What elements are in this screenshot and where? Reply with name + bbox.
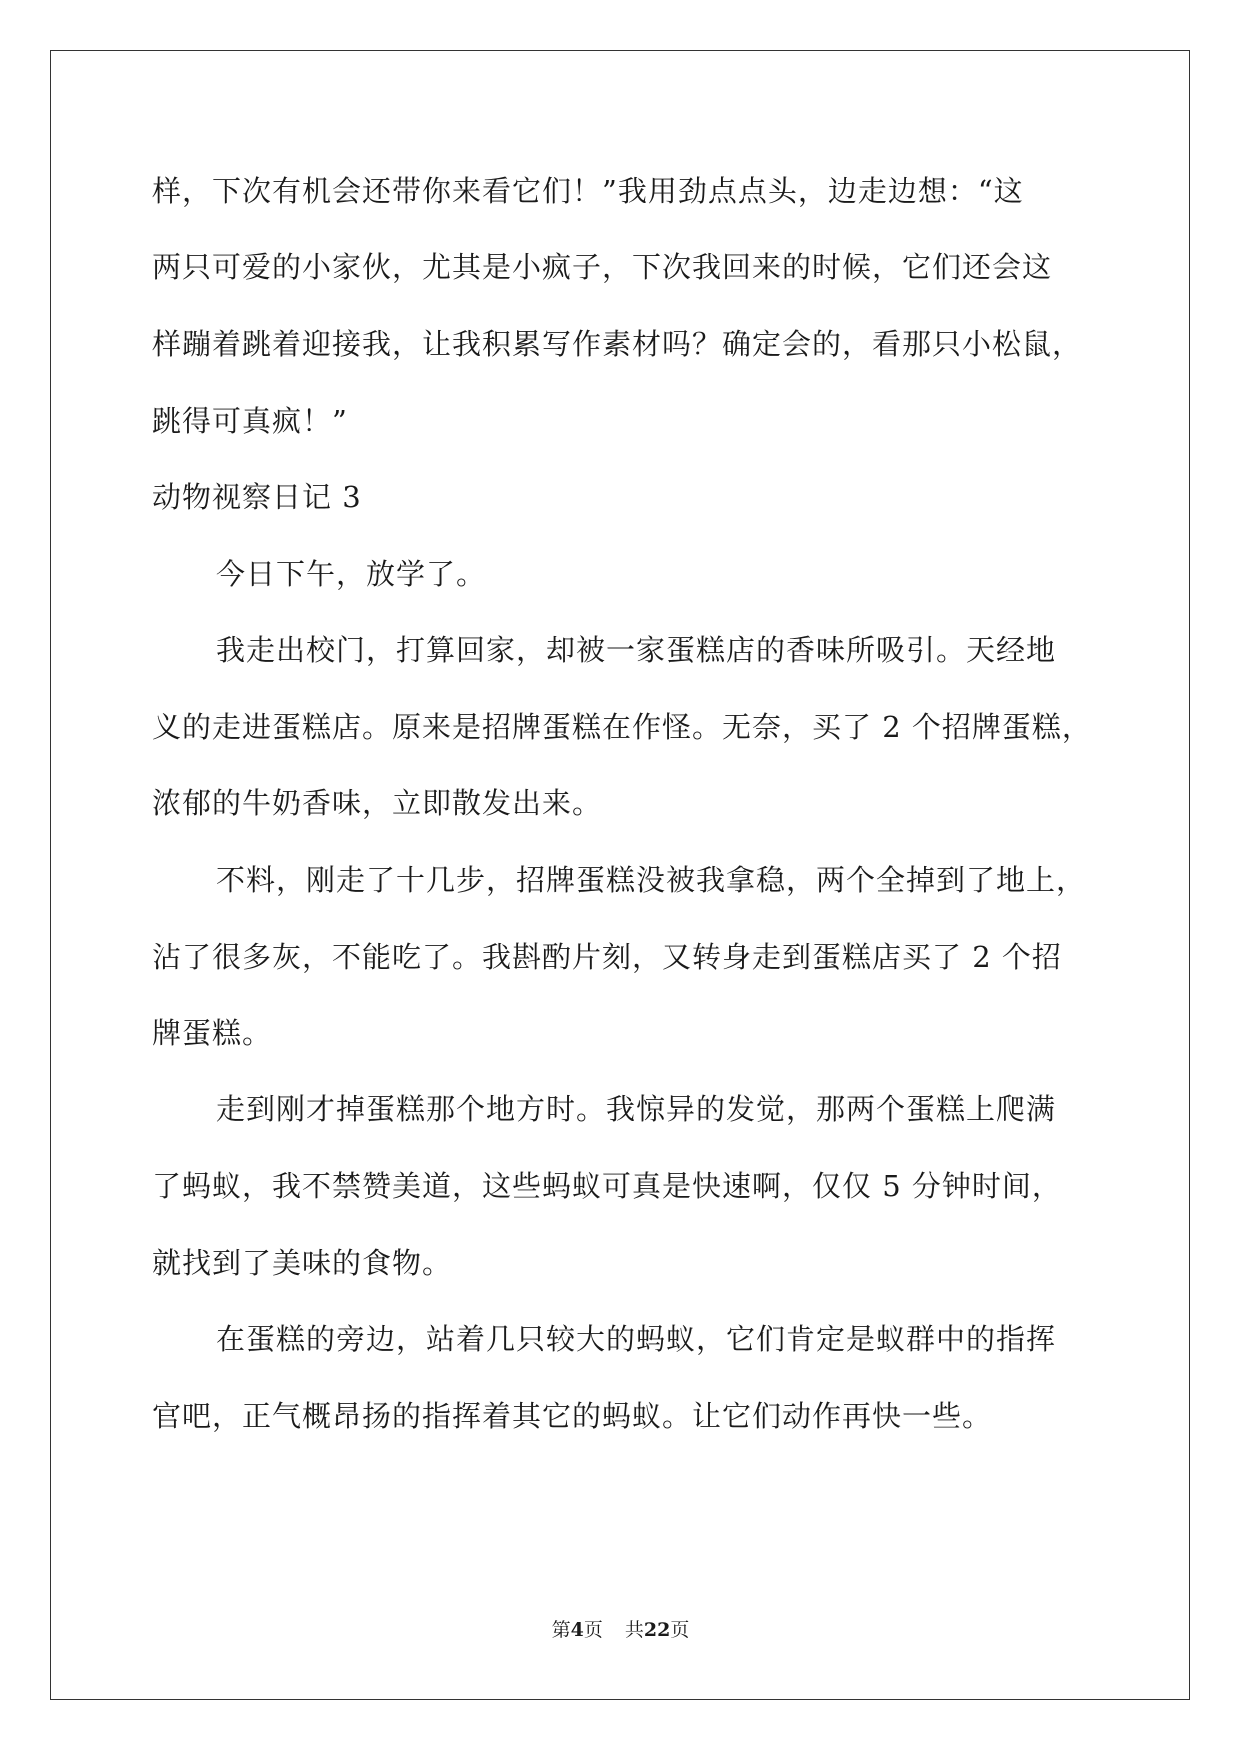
paragraph-line: 走到刚才掉蛋糕那个地方时。我惊异的发觉，那两个蛋糕上爬满: [216, 1092, 1057, 1126]
page-footer: [0, 1617, 1241, 1643]
paragraph-line: 沾了很多灰，不能吃了。我斟酌片刻，又转身走到蛋糕店买了 2 个招: [152, 940, 1062, 974]
page-prefix: 第: [551, 1619, 571, 1641]
paragraph-line: 样蹦着跳着迎接我，让我积累写作素材吗？确定会的，看那只小松鼠，: [152, 327, 1083, 361]
paragraph-line: 样，下次有机会还带你来看它们！”我用劲点点头，边走边想：“这: [152, 174, 1024, 208]
paragraph-line: 在蛋糕的旁边，站着几只较大的蚂蚁，它们肯定是蚁群中的指挥: [216, 1322, 1057, 1356]
paragraph-line: 就找到了美味的食物。: [152, 1246, 453, 1280]
paragraph-line: 了蚂蚁，我不禁赞美道，这些蚂蚁可真是快速啊，仅仅 5 分钟时间，: [152, 1169, 1062, 1203]
section-heading: 动物视察日记 3: [152, 480, 362, 514]
paragraph-line: 浓郁的牛奶香味，立即散发出来。: [152, 786, 603, 820]
total-prefix: 共: [624, 1619, 644, 1641]
paragraph-line: 义的走进蛋糕店。原来是招牌蛋糕在作怪。无奈，买了 2 个招牌蛋糕，: [152, 710, 1092, 744]
paragraph-line: 我走出校门，打算回家，却被一家蛋糕店的香味所吸引。天经地: [216, 633, 1057, 667]
paragraph-line: 官吧，正气概昂扬的指挥着其它的蚂蚁。让它们动作再快一些。: [152, 1399, 993, 1433]
total-suffix: 页: [670, 1619, 690, 1641]
paragraph-line: 跳得可真疯！”: [152, 404, 348, 438]
page-suffix: 页: [583, 1619, 603, 1641]
paragraph-line: 今日下午，放学了。: [216, 557, 487, 591]
paragraph-line: 两只可爱的小家伙，尤其是小疯子，下次我回来的时候，它们还会这: [152, 250, 1053, 284]
paragraph-line: 不料，刚走了十几步，招牌蛋糕没被我拿稳，两个全掉到了地上，: [216, 863, 1087, 897]
paragraph-line: 牌蛋糕。: [152, 1016, 273, 1050]
page-number: 4: [570, 1619, 584, 1641]
total-pages: 22: [643, 1619, 671, 1641]
